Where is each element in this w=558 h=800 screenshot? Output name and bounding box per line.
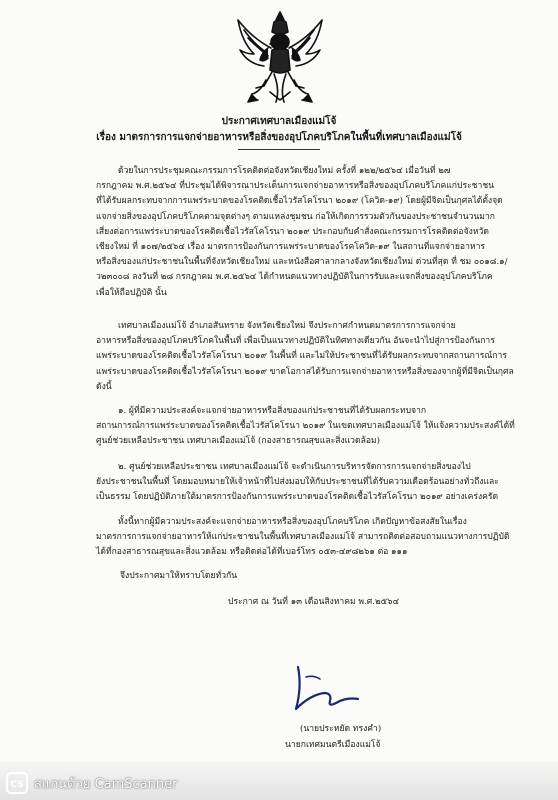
paragraph-line: แพร่ระบาดของโรคติดเชื้อไวรัสโคโรนา ๒๐๑๙ ขาดโอกาสได้รับการแจกจ่ายอาหารหรือสิ่งของจากผู้ที่มีจิตเป็นกุศล [96, 366, 514, 377]
paragraph-line: ๑. ผู้ที่มีความประสงค์จะแจกจ่ายอาหารหรือสิ่งของแก่ประชาชนที่ได้รับผลกระทบจาก [118, 406, 427, 416]
signer-title: นายกเทศมนตรีเมืองแม่โจ้ [285, 740, 381, 750]
paragraph-line: แพร่ระบาดของโรคติดเชื้อไวรัสโคโรนา ๒๐๑๙ ในพื้นที่ และไม่ให้ประชาชนที่ได้รับผลกระทบจากสถานการณ์การ [96, 351, 507, 362]
paragraph-contact [96, 515, 510, 561]
paragraph-measures-intro [96, 319, 514, 395]
paragraph-line: แจกจ่ายสิ่งของอุปโภคบริโภคตามจุดต่างๆ ตามแหล่งชุมชน ก่อให้เกิดการรวมตัวกันของประชาชนจำนวนมาก [96, 211, 496, 222]
paragraph-line: ศูนย์ช่วยเหลือประชาชน เทศบาลเมืองแม่โจ้ (กองสาธารณสุขและสิ่งแวดล้อม) [96, 436, 381, 447]
paragraph-line: ๒. ศูนย์ช่วยเหลือประชาชน เทศบาลเมืองแม่โจ้ จะดำเนินการบริหารจัดการการแจกจ่ายสิ่งของไป [118, 462, 471, 472]
signer-name: (นายประหยัด ทรงคำ) [300, 724, 382, 734]
paragraph-line: เชียงใหม่ ที่ ๑๐๗/๒๕๖๔ เรื่อง มาตรการป้องกันการแพร่ระบาดของโรคโควิด-๑๙ ในสถานที่แจกจ่ายอาหาร [96, 242, 486, 253]
camscanner-icon [6, 772, 28, 794]
title-divider [238, 149, 320, 150]
paragraph-line: ดังนี้ [96, 381, 112, 392]
measure-item-2 [96, 460, 500, 506]
paragraph-line: เสี่ยงต่อการแพร่ระบาดของโรคติดเชื้อไวรัสโคโรนา ๒๐๑๙ ประกอบกับคำสั่งคณะกรรมการโรคติดต่อจังหวัด [96, 226, 489, 237]
paragraph-line: ที่ได้รับผลกระทบจากการแพร่ระบาดของโรคติดเชื้อไวรัสโคโรนา ๒๐๑๙ (โควิด-๑๙) โดยผู้มีจิตเป็นกุศลได้ตั้งจุด [96, 196, 503, 207]
paragraph-line: สถานการณ์การแพร่ระบาดของโรคติดเชื้อไวรัสโคโรนา ๒๐๑๙ ในเขตเทศบาลเมืองแม่โจ้ ให้แจ้งความประสงค์ได้ที่ [96, 421, 515, 432]
paragraph-background [96, 164, 508, 301]
paragraph-line: ด้วยในการประชุมคณะกรรมการโรคติดต่อจังหวัดเชียงใหม่ ครั้งที่ ๑๒๒/๒๕๖๔ เมื่อวันที่ ๒๗ [118, 166, 451, 176]
paragraph-line: กรกฎาคม พ.ศ.๒๕๖๔ ที่ประชุมได้พิจารณาประเด็นการแจกจ่ายอาหารหรือสิ่งของอุปโภคบริโภคแก่ประชาชน [96, 181, 495, 192]
garuda-emblem-icon [232, 8, 328, 106]
svg-text:CS: CS [10, 780, 24, 790]
paragraph-line: อาหารหรือสิ่งของอุปโภคบริโภคในพื้นที่ เพื่อเป็นแนวทางปฏิบัติในทิศทางเดียวกัน อันจะนำไปสู่การป้องกันการ [96, 336, 495, 347]
closing-statement: จึงประกาศมาให้ทราบโดยทั่วกัน [120, 571, 238, 581]
paragraph-line: ได้ที่กองสาธารณสุขและสิ่งแวดล้อม หรือติดต่อได้ที่เบอร์โทร ๐๕๓-๔๙๘๒๖๑ ต่อ ๑๑๑ [96, 547, 408, 558]
paragraph-line: เพื่อให้ถือปฏิบัติ นั้น [96, 287, 167, 298]
paragraph-line: ว๒๓๐๐๘ ลงวันที่ ๒๘ กรกฎาคม พ.ศ.๒๕๖๔ ได้กำหนดแนวทางปฏิบัติในการรับและแจกสิ่งของอุปโภคบริโภค [96, 272, 493, 283]
paragraph-line: ยังประชาชนในพื้นที่ โดยมอบหมายให้เจ้าหน้าที่ไปส่งมอบให้กับประชาชนที่ได้รับความเดือดร้อนอย่างทั่วถึงและ [96, 477, 499, 488]
announcement-title: ประกาศเทศบาลเมืองแม่โจ้ [221, 116, 337, 127]
announcement-date: ประกาศ ณ วันที่ ๑๓ เดือนสิงหาคม พ.ศ.๒๕๖๔ [228, 597, 400, 607]
scanner-watermark [0, 762, 558, 800]
handwritten-signature [280, 657, 370, 717]
paragraph-line: เทศบาลเมืองแม่โจ้ อำเภอสันทราย จังหวัดเชียงใหม่ จึงประกาศกำหนดมาตรการการแจกจ่าย [118, 321, 456, 331]
measure-item-1 [96, 404, 515, 450]
paragraph-line: หรือสิ่งของแก่ประชาชนในพื้นที่จังหวัดเชียงใหม่ และหนังสือศาลากลางจังหวัดเชียงใหม่ ด่วนที่สุด ที่ ชม ๐๐๑๘.๑/ [96, 257, 508, 268]
paragraph-line: มาตรการการแจกจ่ายอาหารให้แก่ประชาชนในพื้นที่เทศบาลเมืองแม่โจ้ สามารถติดต่อสอบถามแนวทางการปฏิบัติ [96, 532, 510, 543]
paragraph-line: เป็นธรรม โดยปฏิบัติภายใต้มาตรการป้องกันการแพร่ระบาดของโรคติดเชื้อไวรัสโคโรนา ๒๐๑๙ อย่างเคร่งครัด [96, 492, 499, 503]
paragraph-line: ทั้งนี้หากผู้มีความประสงค์จะแจกจ่ายอาหารหรือสิ่งของอุปโภคบริโภค เกิดปัญหาข้อสงสัยในเรื่อง [118, 517, 467, 527]
announcement-subject: เรื่อง มาตรการการแจกจ่ายอาหารหรือสิ่งของอุปโภคบริโภคในพื้นที่เทศบาลเมืองแม่โจ้ [96, 132, 462, 143]
watermark-text: สแกนด้วย CamScanner [34, 777, 178, 792]
